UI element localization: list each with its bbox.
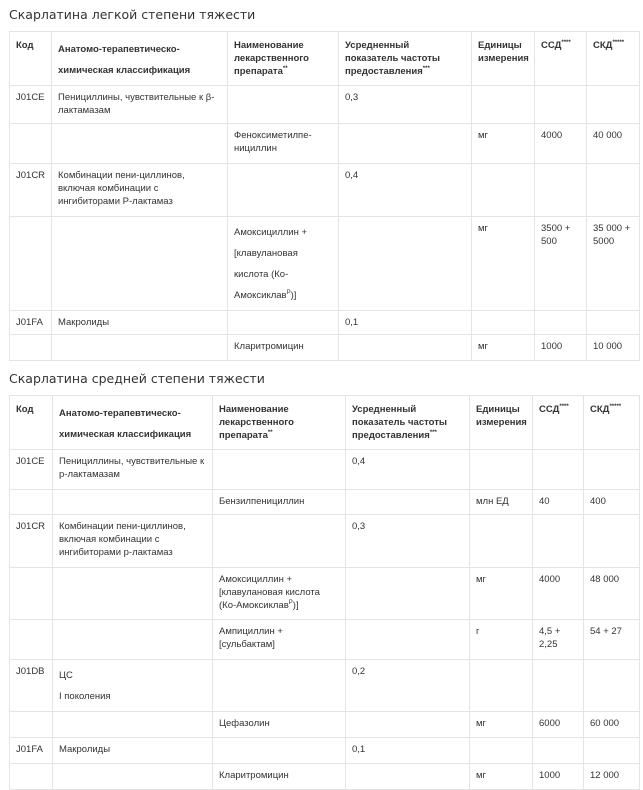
cell-atc: Макролиды xyxy=(53,738,213,764)
cell-ssd xyxy=(533,738,584,764)
cell-units: мг xyxy=(470,764,533,790)
cell-drug xyxy=(213,660,346,712)
cell-units xyxy=(470,738,533,764)
table-header-row xyxy=(10,32,640,86)
header-drug: Наименование лекарственного препарата** xyxy=(213,396,346,450)
cell-skd xyxy=(584,515,640,568)
cell-ssd xyxy=(533,450,584,490)
header-units: Единицы измерения xyxy=(470,396,533,450)
cell-frequency: 0,3 xyxy=(339,86,472,124)
cell-ssd xyxy=(535,311,587,335)
cell-ssd: 40 xyxy=(533,490,584,515)
table-row xyxy=(10,738,640,764)
drug-table-mild xyxy=(9,31,640,361)
cell-code: J01FA xyxy=(10,311,52,335)
cell-ssd xyxy=(533,660,584,712)
cell-frequency xyxy=(346,620,470,660)
cell-drug xyxy=(228,164,339,217)
cell-code: J01CR xyxy=(10,164,52,217)
cell-frequency xyxy=(346,490,470,515)
cell-ssd: 4000 xyxy=(533,568,584,620)
header-skd: СКД***** xyxy=(587,32,640,86)
table-header-row xyxy=(10,396,640,450)
cell-units xyxy=(472,311,535,335)
header-ssd: ССД**** xyxy=(533,396,584,450)
cell-drug xyxy=(213,450,346,490)
cell-ssd: 4,5 + 2,25 xyxy=(533,620,584,660)
table-row xyxy=(10,515,640,568)
table-row xyxy=(10,124,640,164)
cell-ssd: 6000 xyxy=(533,712,584,738)
cell-ssd xyxy=(535,164,587,217)
cell-code xyxy=(10,335,52,361)
header-atc: Анатомо-терапевтическо-химическая классификация xyxy=(52,32,228,86)
cell-atc: Пенициллины, чувствительные к β-лактамазам xyxy=(52,86,228,124)
cell-frequency: 0,2 xyxy=(346,660,470,712)
cell-frequency xyxy=(346,764,470,790)
cell-skd xyxy=(584,738,640,764)
table-row xyxy=(10,490,640,515)
cell-frequency xyxy=(339,217,472,311)
cell-ssd xyxy=(535,86,587,124)
cell-skd: 60 000 xyxy=(584,712,640,738)
cell-frequency xyxy=(346,568,470,620)
cell-atc xyxy=(53,490,213,515)
cell-skd: 400 xyxy=(584,490,640,515)
cell-units: мг xyxy=(472,124,535,164)
table-row xyxy=(10,311,640,335)
cell-units: г xyxy=(470,620,533,660)
cell-atc xyxy=(52,217,228,311)
cell-skd: 35 000 + 5000 xyxy=(587,217,640,311)
cell-code xyxy=(10,124,52,164)
cell-drug: Цефазолин xyxy=(213,712,346,738)
cell-drug: Ампициллин + [сульбактам] xyxy=(213,620,346,660)
table-row xyxy=(10,764,640,790)
header-ssd: ССД**** xyxy=(535,32,587,86)
table-row xyxy=(10,164,640,217)
cell-frequency: 0,3 xyxy=(346,515,470,568)
header-frequency: Усредненный показатель частоты предоставления*** xyxy=(346,396,470,450)
cell-drug xyxy=(213,738,346,764)
cell-skd: 48 000 xyxy=(584,568,640,620)
cell-code: J01DB xyxy=(10,660,53,712)
cell-units: млн ЕД xyxy=(470,490,533,515)
cell-drug xyxy=(228,86,339,124)
cell-units: мг xyxy=(470,712,533,738)
cell-code: J01CR xyxy=(10,515,53,568)
cell-code: J01CE xyxy=(10,86,52,124)
cell-frequency: 0,4 xyxy=(346,450,470,490)
cell-skd xyxy=(584,660,640,712)
cell-skd: 12 000 xyxy=(584,764,640,790)
header-code: Код xyxy=(10,396,53,450)
cell-skd: 40 000 xyxy=(587,124,640,164)
cell-atc: Пенициллины, чувствительные к р-лактамазам xyxy=(53,450,213,490)
cell-frequency: 0,4 xyxy=(339,164,472,217)
drug-table-moderate xyxy=(9,395,640,790)
section-title-moderate: Скарлатина средней степени тяжести xyxy=(9,371,265,386)
header-drug: Наименование лекарственного препарата** xyxy=(228,32,339,86)
cell-atc xyxy=(52,335,228,361)
cell-units: мг xyxy=(472,217,535,311)
header-atc: Анатомо-терапевтическо-химическая классификация xyxy=(53,396,213,450)
header-code: Код xyxy=(10,32,52,86)
cell-frequency: 0,1 xyxy=(339,311,472,335)
table-row xyxy=(10,620,640,660)
cell-drug: Феноксиметилпе-нициллин xyxy=(228,124,339,164)
cell-frequency xyxy=(339,124,472,164)
cell-drug: Кларитромицин xyxy=(228,335,339,361)
cell-frequency xyxy=(339,335,472,361)
cell-atc: Комбинации пени-циллинов, включая комбинации с ингибиторами р-лактамаз xyxy=(53,515,213,568)
header-skd: СКД***** xyxy=(584,396,640,450)
cell-drug: Кларитромицин xyxy=(213,764,346,790)
cell-code xyxy=(10,568,53,620)
table-row xyxy=(10,335,640,361)
cell-atc: ЦС I поколения xyxy=(53,660,213,712)
table-row xyxy=(10,568,640,620)
cell-code xyxy=(10,620,53,660)
cell-atc xyxy=(53,568,213,620)
header-units: Единицы измерения xyxy=(472,32,535,86)
cell-atc xyxy=(52,124,228,164)
table-row xyxy=(10,712,640,738)
cell-units xyxy=(470,515,533,568)
cell-drug xyxy=(213,515,346,568)
cell-units xyxy=(472,86,535,124)
cell-units: мг xyxy=(472,335,535,361)
cell-atc xyxy=(53,620,213,660)
cell-ssd: 1000 xyxy=(535,335,587,361)
cell-units xyxy=(470,660,533,712)
cell-drug: Амоксициллин + [клавулановая кислота (Ко-Амоксиклав$^Р$)] xyxy=(213,568,346,620)
cell-code xyxy=(10,764,53,790)
cell-atc xyxy=(53,764,213,790)
cell-drug: Амоксициллин + [клавулановая кислота (Ко-Амоксиклав$^Р$)] xyxy=(228,217,339,311)
cell-ssd: 1000 xyxy=(533,764,584,790)
cell-units xyxy=(470,450,533,490)
table-row xyxy=(10,217,640,311)
cell-atc: Комбинации пени-циллинов, включая комбинации с ингибиторами Р-лактамаз xyxy=(52,164,228,217)
cell-atc xyxy=(53,712,213,738)
cell-skd xyxy=(587,86,640,124)
table-row xyxy=(10,86,640,124)
table-row xyxy=(10,660,640,712)
cell-skd xyxy=(587,164,640,217)
cell-drug xyxy=(228,311,339,335)
cell-ssd: 3500 + 500 xyxy=(535,217,587,311)
cell-skd xyxy=(584,450,640,490)
cell-units xyxy=(472,164,535,217)
cell-code: J01FA xyxy=(10,738,53,764)
cell-drug: Бензилпенициллин xyxy=(213,490,346,515)
cell-code xyxy=(10,490,53,515)
cell-skd: 10 000 xyxy=(587,335,640,361)
cell-ssd xyxy=(533,515,584,568)
section-title-mild: Скарлатина легкой степени тяжести xyxy=(9,7,256,22)
cell-frequency xyxy=(346,712,470,738)
cell-frequency: 0,1 xyxy=(346,738,470,764)
cell-ssd: 4000 xyxy=(535,124,587,164)
cell-code xyxy=(10,712,53,738)
cell-code: J01CE xyxy=(10,450,53,490)
cell-skd: 54 + 27 xyxy=(584,620,640,660)
cell-atc: Макролиды xyxy=(52,311,228,335)
cell-units: мг xyxy=(470,568,533,620)
cell-code xyxy=(10,217,52,311)
table-row xyxy=(10,450,640,490)
header-frequency: Усредненный показатель частоты предоставления*** xyxy=(339,32,472,86)
cell-skd xyxy=(587,311,640,335)
